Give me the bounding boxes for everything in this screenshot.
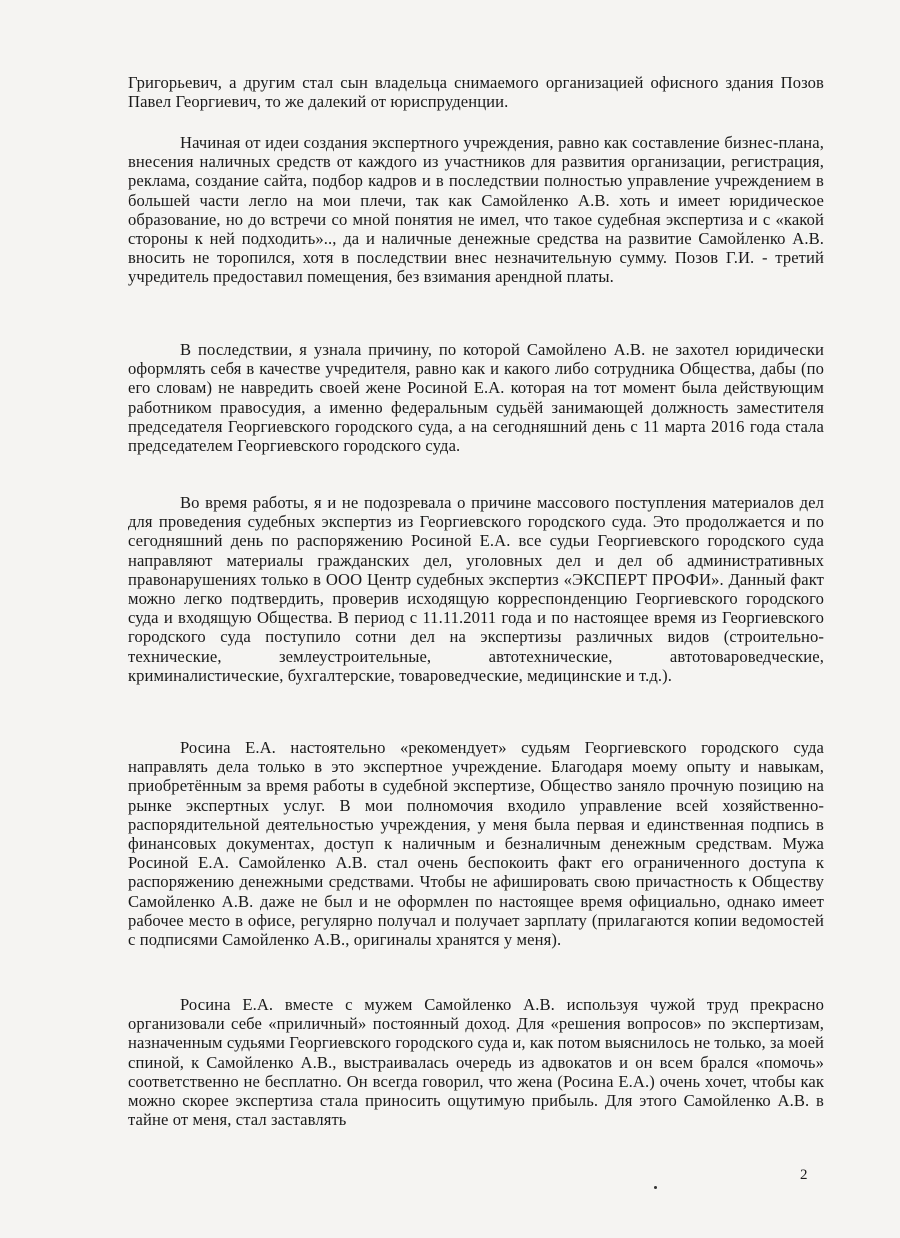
paragraph-text: Начиная от идеи создания экспертного учреждения, равно как составление бизнес-плана, внесения наличных средств от каждого из участников для развития организации, регистрация, реклама, создание сайта, подбор кадров и в последствии полностью управление учреждением в большей части легло на мои плечи, так как Самойленко А.В. хоть и имеет юридическое образование, но до встречи со мной понятия не имел, что такое судебная экспертиза и с «какой стороны к ней подходить».., да и наличные денежные средства на развитие Самойленко А.В. вносить не торопился, хотя в последствии внес незначительную сумму. Позов Г.И. - третий учредитель предоставил помещения, без взимания арендной платы.: [128, 133, 824, 287]
paragraph-text: Росина Е.А. настоятельно «рекомендует» судьям Георгиевского городского суда направлять дела только в это экспертное учреждение. Благодаря моему опыту и навыкам, приобретённым за время работы в судебной экспертизе, Общество заняло прочную позицию на рынке экспертных услуг. В мои полномочия входило управление всей хозяйственно-распорядительной деятельностью учреждения, у меня была первая и единственная подпись в финансовых документах, доступ к наличным и безналичным денежным средствам. Мужа Росиной Е.А. Самойленко А.В. стал очень беспокоить факт его ограниченного доступа к распоряжению денежными средствами. Чтобы не афишировать свою причастность к Обществу Самойленко А.В. даже не был и не оформлен по настоящее время официально, однако имеет рабочее место в офисе, регулярно получал и получает зарплату (прилагаются копии ведомостей с подписями Самойленко А.В., оригиналы хранятся у меня).: [128, 738, 824, 950]
paragraph-1: [128, 73, 824, 111]
paragraph-3: [128, 340, 824, 455]
paragraph-text: Во время работы, я и не подозревала о причине массового поступления материалов дел для проведения судебных экспертиз из Георгиевского городского суда. Это продолжается и по сегодняшний день по распоряжению Росиной Е.А. все судьи Георгиевского городского суда направляют материалы гражданских дел, уголовных дел и дел об административных правонарушениях только в ООО Центр судебных экспертиз «ЭКСПЕРТ ПРОФИ». Данный факт можно легко подтвердить, проверив исходящую корреспонденцию Георгиевского городского суда и входящую Общества. В период с 11.11.2011 года и по настоящее время из Георгиевского городского суда поступило сотни дел на экспертизы различных видов (строительно-технические, землеустроительные, автотехнические, автотовароведческие, криминалистические, бухгалтерские, товароведческие, медицинские и т.д.).: [128, 493, 824, 685]
paragraph-text: Росина Е.А. вместе с мужем Самойленко А.В. используя чужой труд прекрасно организовали себе «приличный» постоянный доход. Для «решения вопросов» по экспертизам, назначенным судьями Георгиевского городского суда и, как потом выяснилось не только, за моей спиной, к Самойленко А.В., выстраивалась очередь из адвокатов и он всем брался «помочь» соответственно не бесплатно. Он всегда говорил, что жена (Росина Е.А.) очень хочет, чтобы как можно скорее экспертиза стала приносить ощутимую прибыль. Для этого Самойленко А.В. в тайне от меня, стал заставлять: [128, 995, 825, 1130]
paragraph-text: В последствии, я узнала причину, по которой Самойлено А.В. не захотел юридически оформлять себя в качестве учредителя, равно как и какого либо сотрудника Общества, дабы (по его словам) не навредить своей жене Росиной Е.А. которая на тот момент была действующим работником правосудия, а именно федеральным судьёй занимающей должность заместителя председателя Георгиевского городского суда, а на сегодняшний день с 11 марта 2016 года стала председателем Георгиевского городского суда.: [128, 340, 824, 456]
paragraph-2: [128, 133, 824, 287]
paragraph-5: [128, 738, 824, 949]
scan-speck: [654, 1186, 657, 1189]
paragraph-text: Григорьевич, а другим стал сын владельца снимаемого организацией офисного здания Позов Павел Георгиевич, то же далекий от юриспруденции.: [128, 73, 824, 112]
paragraph-4: [128, 493, 824, 685]
paragraph-6: [128, 995, 824, 1129]
page-number: 2: [800, 1167, 808, 1183]
